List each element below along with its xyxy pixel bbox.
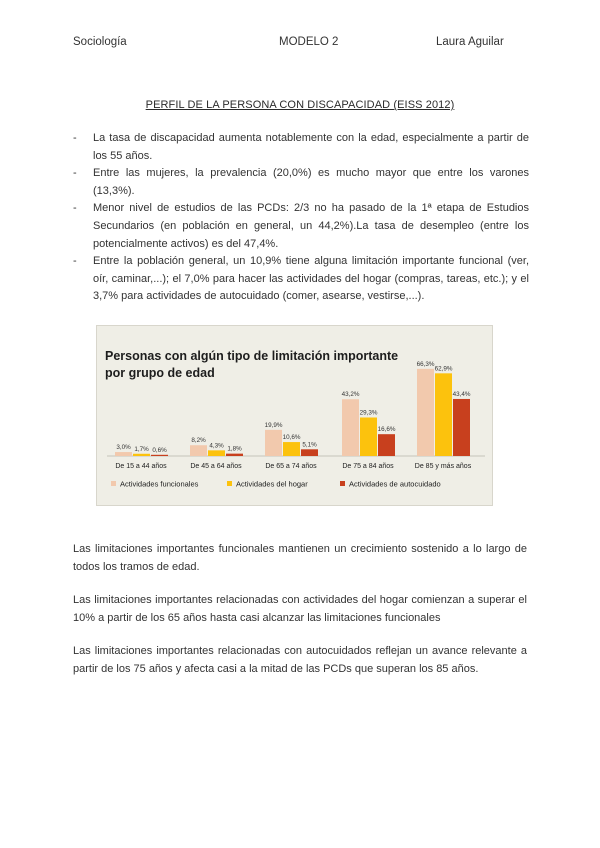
data-label: 43,2% — [341, 391, 360, 399]
chart-figure — [96, 325, 493, 506]
bullet-text: Entre las mujeres, la prevalencia (20,0%) es mucho mayor que entre los varones (13,3%). — [93, 167, 529, 197]
bar-2-1 — [283, 442, 300, 456]
bar-4-0 — [417, 369, 434, 456]
bar-chart — [97, 326, 494, 507]
data-label: 62,9% — [434, 365, 453, 373]
category-label: De 75 a 84 años — [342, 463, 394, 470]
bar-4-1 — [435, 373, 452, 456]
data-label: 4,3% — [209, 442, 224, 450]
bullet-text: Entre la población general, un 10,9% tiene alguna limitación importante funcional (ver, oír, caminar,...); el 7,0% para hacer las actividades del hogar (compras, tareas, etc.); y el 3,7% para actividades de autocuidado (comer, asearse, vestirse,...). — [93, 255, 529, 303]
legend-swatch — [227, 481, 232, 486]
data-label: 8,2% — [191, 437, 206, 445]
data-label: 1,7% — [134, 445, 149, 453]
bar-1-1 — [208, 450, 225, 456]
header-author: Laura Aguilar — [436, 36, 504, 48]
data-label: 5,1% — [302, 441, 317, 449]
bar-0-0 — [115, 452, 132, 456]
bullet-text: La tasa de discapacidad aumenta notablemente con la edad, especialmente a partir de los 55 años. — [93, 132, 529, 162]
bullet-item: - Entre las mujeres, la prevalencia (20,0%) es mucho mayor que entre los varones (13,3%). — [73, 167, 529, 197]
header-subject: Sociología — [73, 36, 127, 48]
legend-swatch — [111, 481, 116, 486]
bar-1-0 — [190, 445, 207, 456]
bullet-item: - Menor nivel de estudios de las PCDs: 2/3 no ha pasado de la 1ª etapa de Estudios Secundarios (en población en general, un 44,2%).La tasa de desempleo (entre los potencialmente activos) es del 47,4%. — [73, 202, 529, 250]
bullet-item: - La tasa de discapacidad aumenta notablemente con la edad, especialmente a partir de los 55 años. — [73, 132, 529, 162]
bullet-list — [73, 130, 529, 306]
data-label: 1,8% — [227, 445, 242, 453]
category-label: De 65 a 74 años — [265, 463, 317, 470]
bar-4-2 — [453, 399, 470, 456]
paragraph: Las limitaciones importantes funcionales mantienen un crecimiento sostenido a lo largo de todos los tramos de edad. — [73, 543, 527, 573]
data-label: 66,3% — [416, 360, 435, 368]
page-title: PERFIL DE LA PERSONA CON DISCAPACIDAD (EISS 2012) — [145, 99, 455, 111]
bar-2-0 — [265, 430, 282, 456]
bar-2-2 — [301, 449, 318, 456]
category-label: De 45 a 64 años — [190, 463, 242, 470]
header-model: MODELO 2 — [279, 36, 339, 48]
data-label: 43,4% — [452, 390, 471, 398]
legend-label: Actividades funcionales — [120, 479, 199, 489]
paragraph: Las limitaciones importantes relacionadas con autocuidados reflejan un avance relevante a partir de los 75 años y afecta casi a la mitad de las PCDs que superan los 85 años. — [73, 645, 527, 675]
data-label: 10,6% — [282, 434, 301, 442]
legend-label: Actividades de autocuidado — [349, 479, 441, 489]
bar-3-0 — [342, 399, 359, 456]
chart-subtitle: por grupo de edad — [105, 366, 215, 380]
data-label: 0,6% — [152, 446, 167, 454]
category-label: De 15 a 44 años — [115, 463, 167, 470]
paragraph: Las limitaciones importantes relacionadas con actividades del hogar comienzan a superar el 10% a partir de los 65 años hasta casi alcanzar las limitaciones funcionales — [73, 594, 527, 624]
data-label: 29,3% — [359, 409, 378, 417]
category-label: De 85 y más años — [414, 463, 472, 470]
legend-swatch — [340, 481, 345, 486]
chart-title: Personas con algún tipo de limitación importante — [105, 349, 399, 363]
bar-0-1 — [133, 454, 150, 456]
bullet-item: - Entre la población general, un 10,9% tiene alguna limitación importante funcional (ver, oír, caminar,...); el 7,0% para hacer las actividades del hogar (compras, tareas, etc.); y el 3,7% para actividades de autocuidado (comer, asearse, vestirse,...). — [73, 255, 529, 303]
bar-3-2 — [378, 434, 395, 456]
data-label: 19,9% — [264, 421, 283, 429]
bar-0-2 — [151, 455, 168, 456]
bullet-text: Menor nivel de estudios de las PCDs: 2/3 no ha pasado de la 1ª etapa de Estudios Secundarios (en población en general, un 44,2%).La tasa de desempleo (entre los potencialmente activos) es del 47,4%. — [93, 202, 529, 250]
data-label: 3,0% — [116, 444, 131, 452]
bar-1-2 — [226, 454, 243, 456]
data-label: 16,6% — [377, 426, 396, 434]
legend-label: Actividades del hogar — [236, 479, 308, 489]
bar-3-1 — [360, 417, 377, 456]
